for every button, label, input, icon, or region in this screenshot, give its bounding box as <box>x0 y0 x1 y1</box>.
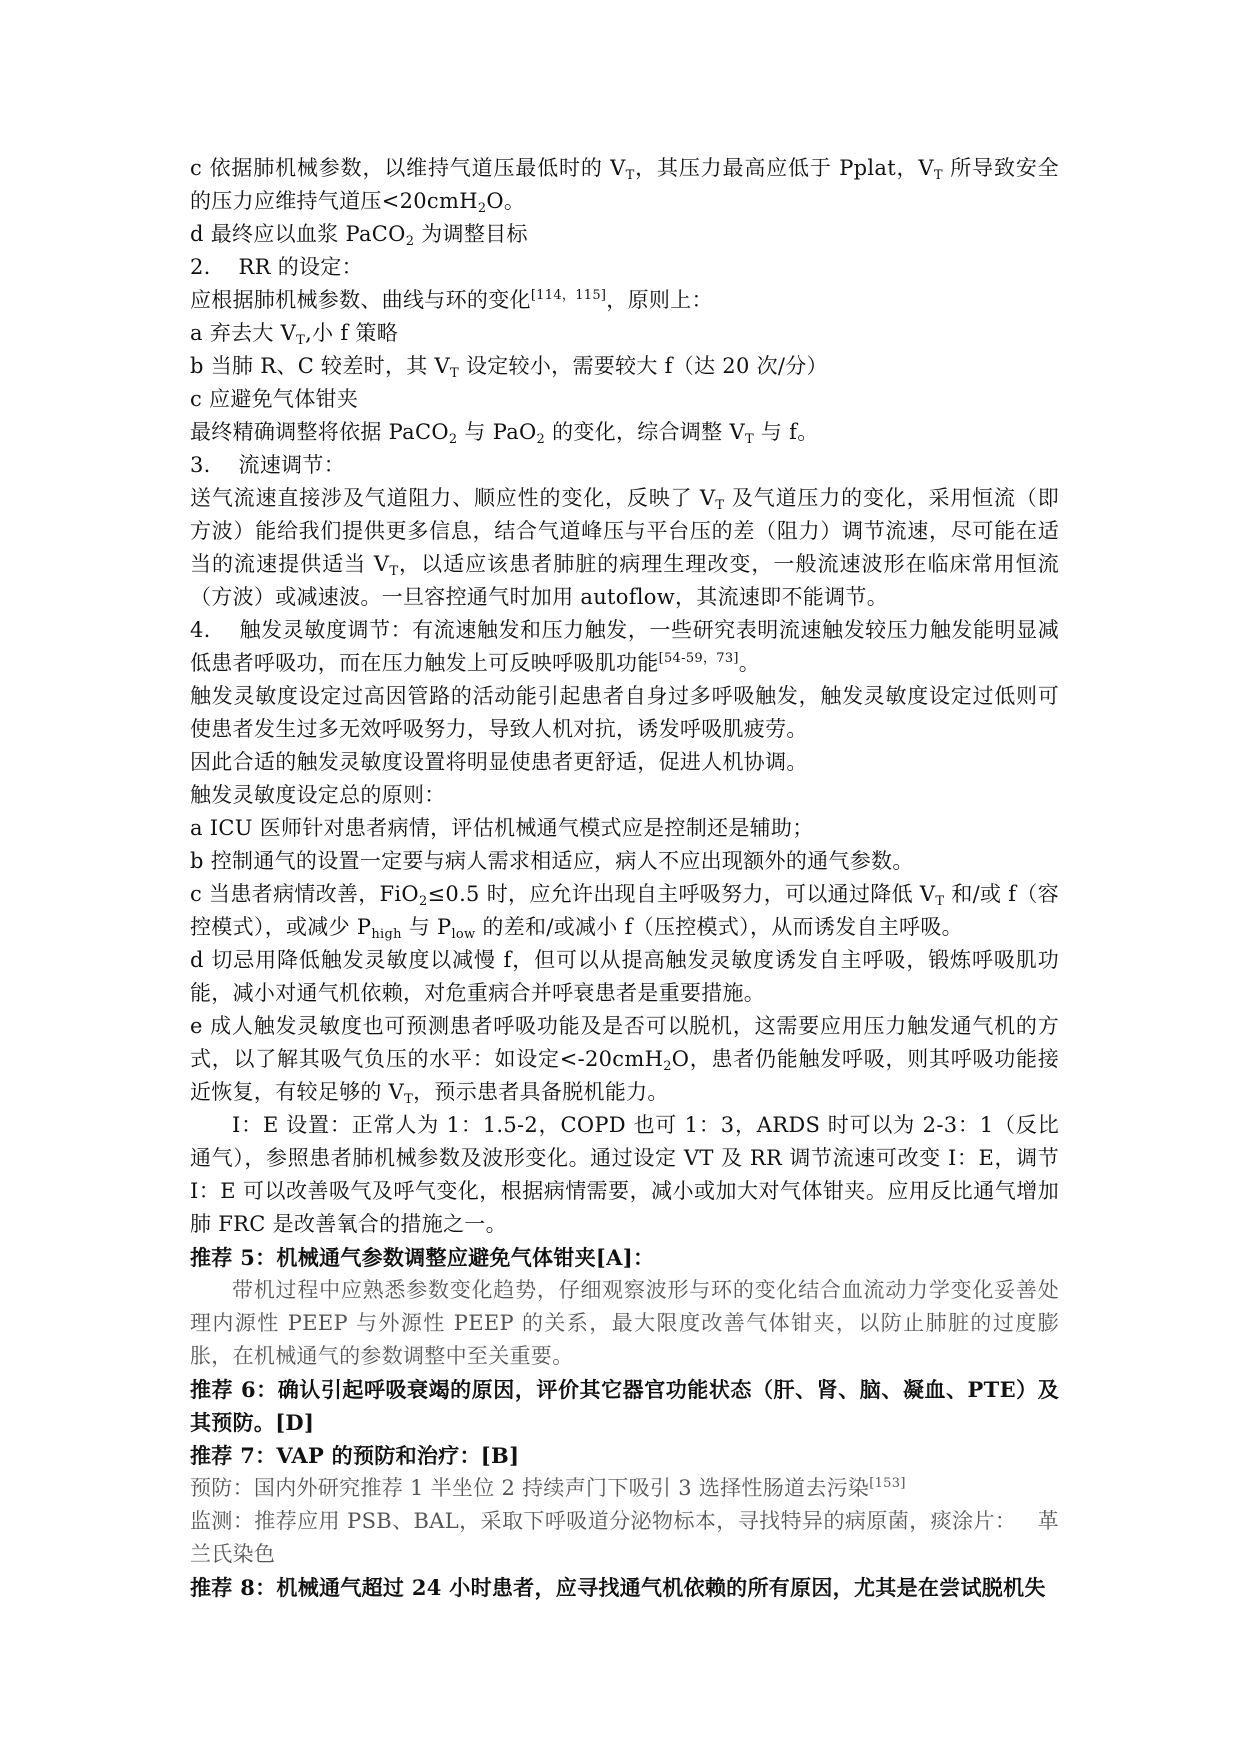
paragraph-d-paco2-target: d 最终应以血浆 PaCO$_2$ 为调整目标 <box>190 222 528 249</box>
heading-trigger-principles: 触发灵敏度设定总的原则： <box>190 783 446 807</box>
recommendation-6: 推荐 6：确认引起呼吸衰竭的原因，评价其它器官功能状态（肝、肾、脑、凝血、PTE）及其预防。[D] <box>190 1377 1059 1435</box>
vap-monitoring: 监测：推荐应用 PSB、BAL，采取下呼吸道分泌物标本，寻找特异的病原菌，痰涂片： 革兰氏染色 <box>190 1509 1059 1566</box>
citation: [114，115] <box>530 288 607 303</box>
heading-flow-adjustment: 3. 流速调节： <box>190 453 346 477</box>
paragraph-trigger-high-low: 触发灵敏度设定过高因管路的活动能引起患者自身过多呼吸触发，触发灵敏度设定过低则可使患者发生过多无效呼吸努力，导致人机对抗，诱发呼吸肌疲劳。 <box>190 684 1059 741</box>
paragraph-c-vt-pressure: c 依据肺机械参数，以维持气道压最低时的 $V_T$，其压力最高应低于 Pplat，$V_T$ 所导致安全的压力应维持气道压<20cmH$_2$O。 <box>190 156 1059 216</box>
vap-prevention: 预防：国内外研究推荐 1 半坐位 2 持续声门下吸引 3 选择性肠道去污染[153] <box>190 1476 906 1500</box>
paragraph-flow-rate: 送气流速直接涉及气道阻力、顺应性的变化，反映了 $V_T$ 及气道压力的变化，采用恒流（即方波）能给我们提供更多信息，结合气道峰压与平台压的差（阻力）调节流速，尽可能在适当的流速提供适当 $V_T$，以适应该患者肺脏的病理生理改变，一般流速波形在临床常用恒流（方波）或减速波。一旦容控通气时加用 autoflow，其流速即不能调节。 <box>190 486 1059 609</box>
principle-item-b: b 控制通气的设置一定要与病人需求相适应，病人不应出现额外的通气参数。 <box>190 849 914 873</box>
citation: [153] <box>869 1476 906 1491</box>
paragraph-ie-setting: I：E 设置：正常人为 1：1.5-2，COPD 也可 1：3，ARDS 时可以为 2-3：1（反比通气），参照患者肺机械参数及波形变化。通过设定 VT 及 RR 调节流速可改变 I：E，调节 I：E 可以改善吸气及呼气变化，根据病情需要，减小或加大对气体钳夹。应用反比通气增加肺 FRC 是改善氧合的措施之一。 <box>190 1113 1059 1236</box>
principle-item-e: e 成人触发灵敏度也可预测患者呼吸功能及是否可以脱机，这需要应用压力触发通气机的方式，以了解其吸气负压的水平：如设定<-20cmH$_2$O，患者仍能触发呼吸，则其呼吸功能接近恢复，有较足够的 $V_T$，预示患者具备脱机能力。 <box>190 1014 1059 1107</box>
list-item-a: a 弃去大 $V_T$,小 f 策略 <box>190 321 399 348</box>
principle-item-c: c 当患者病情改善，FiO$_2$≤0.5 时，应允许出现自主呼吸努力，可以通过降低 $V_T$ 和/或 f（容控模式），或减少 $P_{high}$ 与 $P_{low}$ 的差和/或减小 f（压控模式），从而诱发自主呼吸。 <box>190 882 1059 942</box>
list-item-c: c 应避免气体钳夹 <box>190 387 359 411</box>
recommendation-5-heading: 推荐 5：机械通气参数调整应避免气体钳夹[A]： <box>190 1245 655 1270</box>
paragraph-trigger-sensitivity: 4. 触发灵敏度调节：有流速触发和压力触发，一些研究表明流速触发较压力触发能明显减低患者呼吸功，而在压力触发上可反映呼吸肌功能[54-59，73]。 <box>190 618 1059 675</box>
citation: [54-59，73] <box>658 651 739 666</box>
principle-item-a: a ICU 医师针对患者病情，评估机械通气模式应是控制还是辅助； <box>190 816 814 840</box>
paragraph-trigger-comfort: 因此合适的触发灵敏度设置将明显使患者更舒适，促进人机协调。 <box>190 750 808 774</box>
recommendation-7-heading: 推荐 7：VAP 的预防和治疗：[B] <box>190 1443 520 1468</box>
principle-item-d: d 切忌用降低触发灵敏度以减慢 f，但可以从提高触发灵敏度诱发自主呼吸，锻炼呼吸肌功能，减小对通气机依赖，对危重病合并呼衰患者是重要措施。 <box>190 948 1059 1005</box>
recommendation-5-body: 带机过程中应熟悉参数变化趋势，仔细观察波形与环的变化结合血流动力学变化妥善处理内源性 PEEP 与外源性 PEEP 的关系，最大限度改善气体钳夹，以防止肺脏的过度膨胀，在机械通气的参数调整中至关重要。 <box>190 1278 1059 1368</box>
heading-rr-setting: 2. RR 的设定： <box>190 255 363 279</box>
list-item-b: b 当肺 R、C 较差时，其 $V_T$ 设定较小，需要较大 f（达 20 次/分） <box>190 354 828 381</box>
recommendation-8: 推荐 8：机械通气超过 24 小时患者，应寻找通气机依赖的所有原因，尤其是在尝试脱机失 <box>190 1575 1046 1600</box>
paragraph-rr-principle: 应根据肺机械参数、曲线与环的变化[114，115]，原则上： <box>190 288 713 312</box>
paragraph-final-adjustment: 最终精确调整将依据 PaCO$_2$ 与 PaO$_2$ 的变化，综合调整 $V_T$ 与 f。 <box>190 420 819 447</box>
